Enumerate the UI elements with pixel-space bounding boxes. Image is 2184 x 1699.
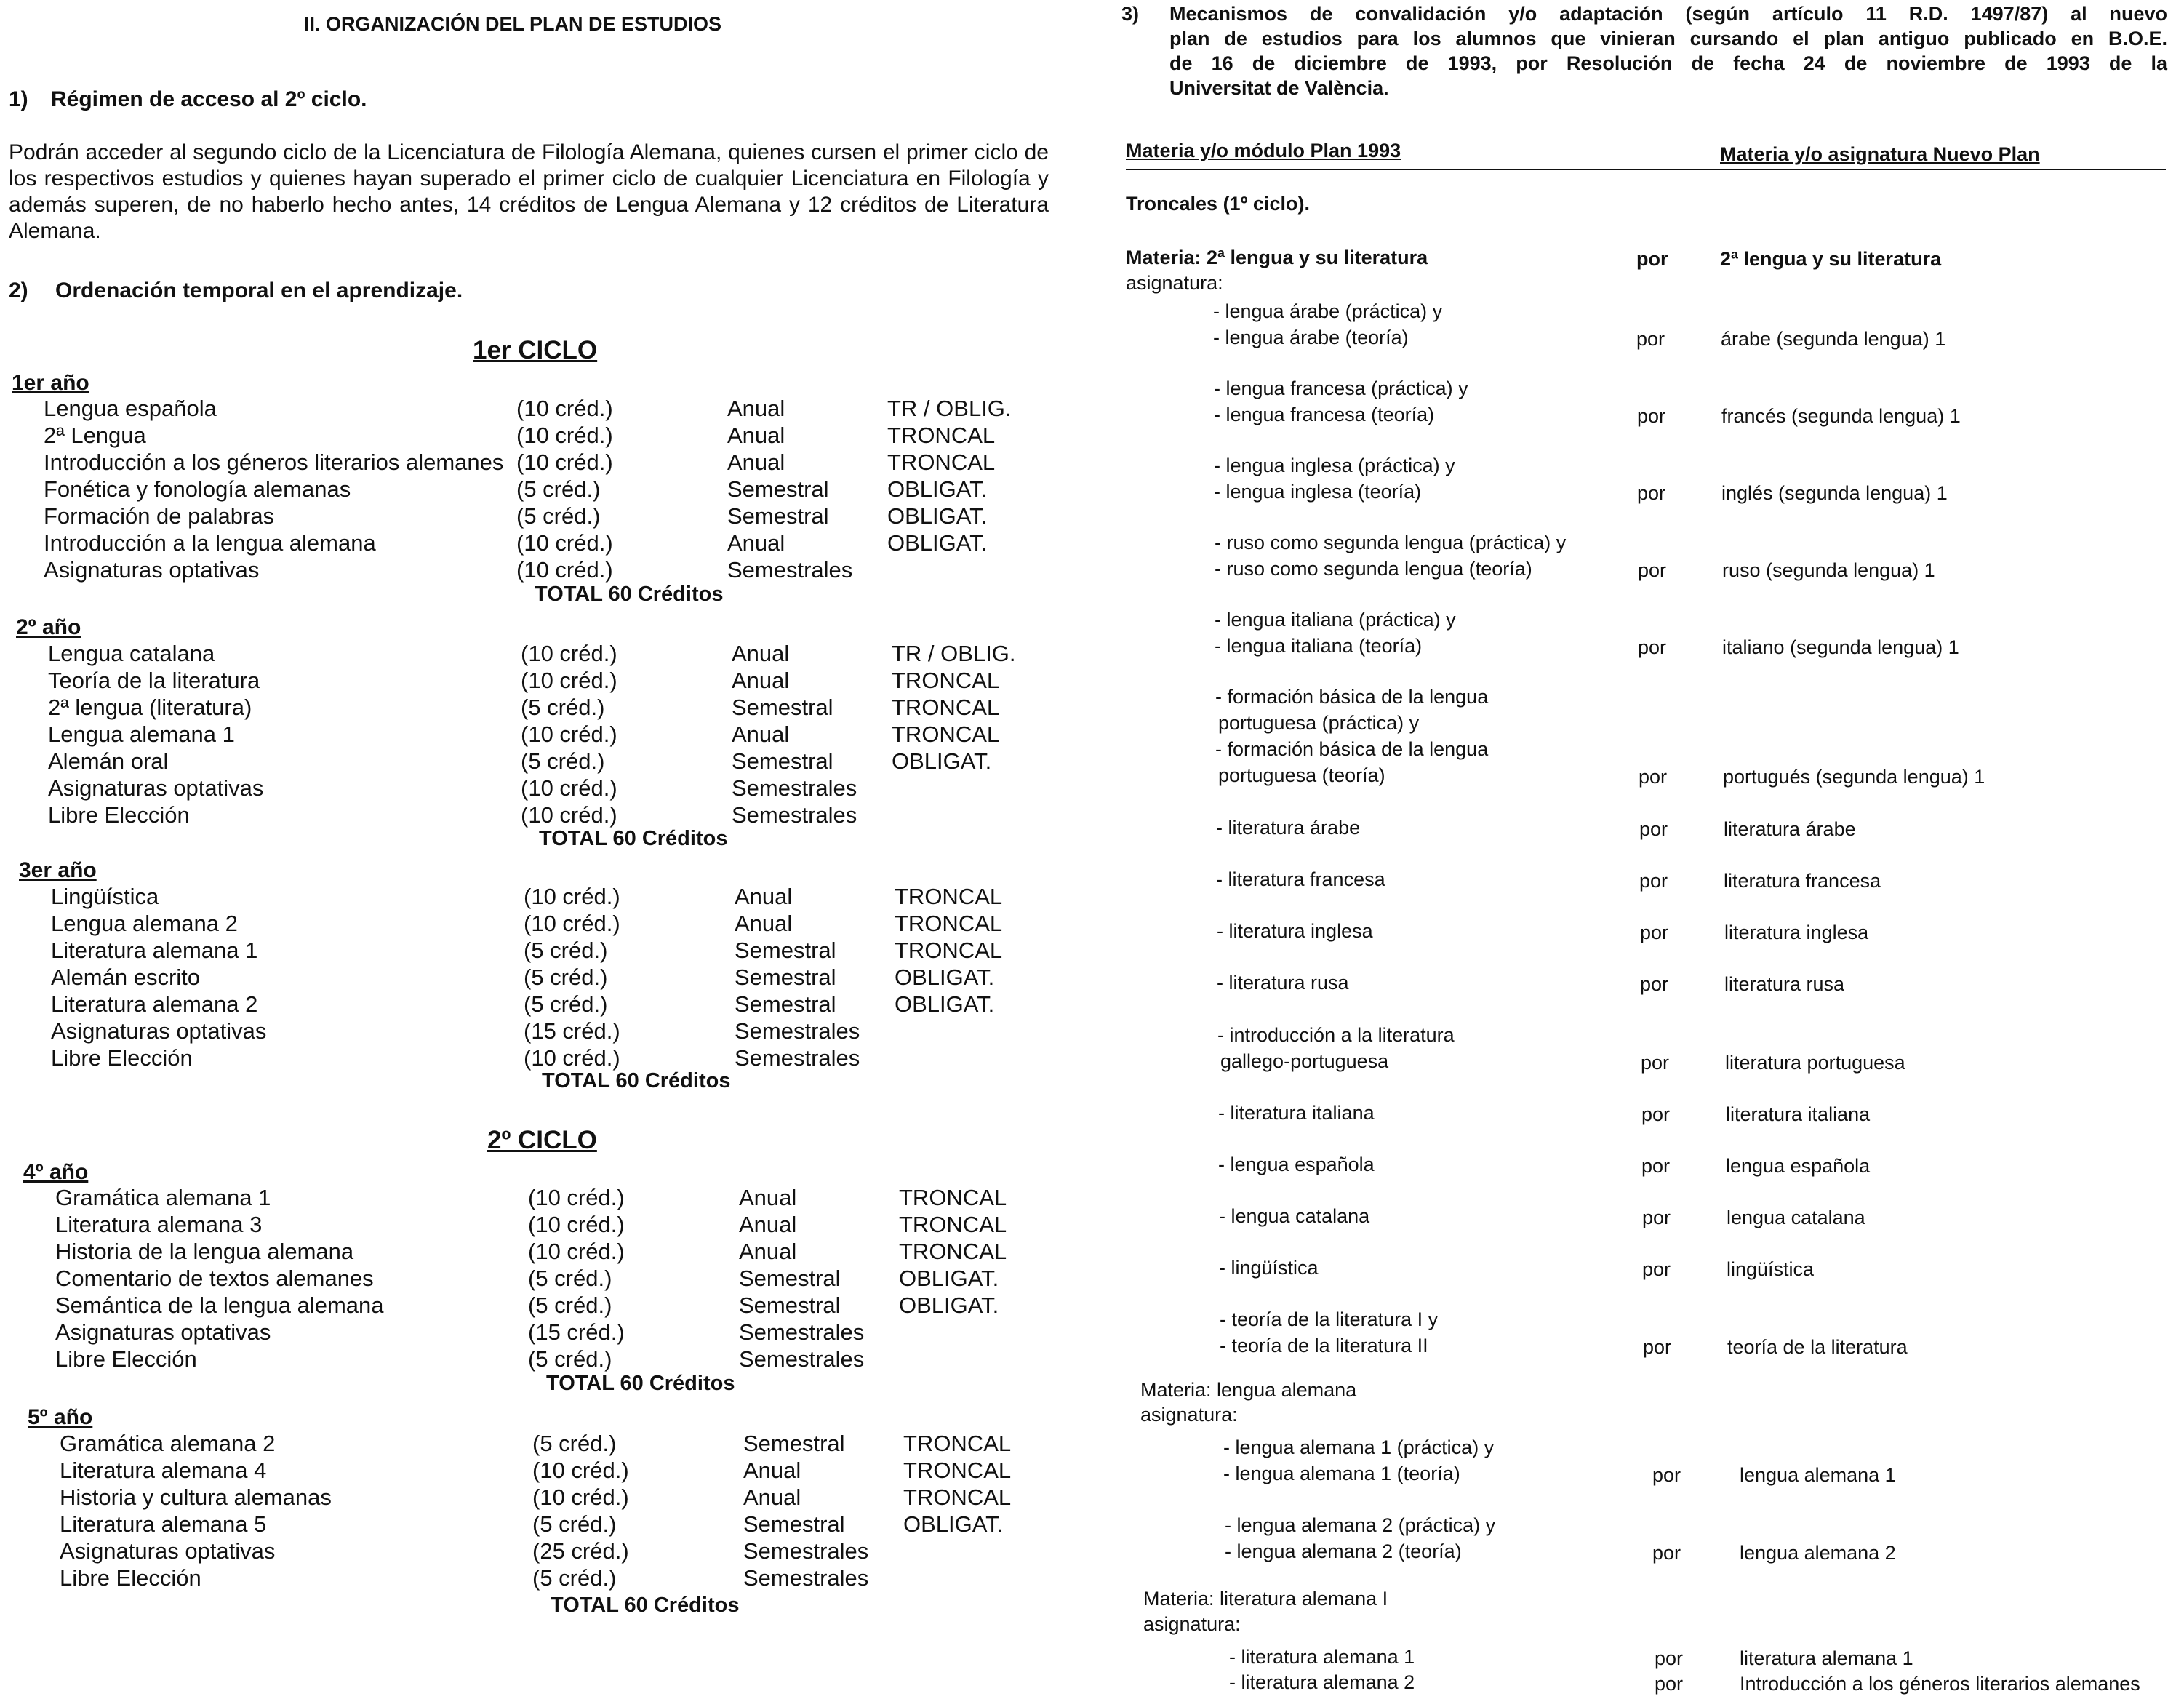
header-rule [1126,169,2166,170]
old-subject-line: - lengua inglesa (práctica) y [1214,455,1455,476]
course-name: Alemán oral [48,748,169,774]
old-subject-line: portuguesa (práctica) y [1218,712,1420,734]
section-heading: II. ORGANIZACIÓN DEL PLAN DE ESTUDIOS [304,13,722,35]
year-total: TOTAL 60 Créditos [535,583,724,606]
old-subject-line: - lengua árabe (teoría) [1213,327,1409,348]
course-cred: (10 créd.) [516,423,613,448]
course-type: Semestrales [739,1346,865,1372]
course-row [4,801,1052,828]
course-cat: TRONCAL [899,1239,1007,1264]
course-name: Introducción a los géneros literarios alemanes [44,449,504,475]
old-subject-line: - teoría de la literatura II [1220,1335,1428,1356]
course-type: Semestrales [743,1565,869,1591]
old-subject-line: - introducción a la literatura [1217,1024,1455,1046]
course-cred: (10 créd.) [521,721,617,747]
course-type: Semestral [743,1511,845,1537]
old-subject-line: - lengua francesa (teoría) [1214,404,1435,425]
course-row [12,1184,1059,1211]
course-cred: (5 créd.) [524,991,608,1017]
old-subject-line: - literatura rusa [1217,972,1349,994]
course-cred: (5 créd.) [528,1266,612,1291]
por-label: por [1641,1103,1671,1125]
course-name: Gramática alemana 2 [60,1431,276,1456]
old-subject-line: - lengua española [1218,1154,1375,1175]
course-cat: OBLIGAT. [895,991,995,1017]
course-name: Gramática alemana 1 [55,1185,271,1210]
por-label: por [1639,766,1668,788]
new-subject: árabe (segunda lengua) 1 [1721,328,1946,350]
old-subject-line: - ruso como segunda lengua (teoría) [1215,558,1532,580]
year-heading: 1er año [12,371,89,395]
course-name: Libre Elección [60,1565,201,1591]
por-label: por [1642,1258,1671,1280]
course-row [16,1457,1063,1484]
course-cred: (5 créd.) [521,748,605,774]
course-cred: (10 créd.) [516,530,613,556]
course-type: Semestral [727,503,829,529]
course-row [0,529,1047,556]
new-subject: lengua alemana 2 [1740,1542,1896,1564]
course-row [7,937,1055,964]
course-name: Literatura alemana 3 [55,1212,263,1237]
por-label: por [1640,922,1669,943]
course-name: Fonética y fonología alemanas [44,476,351,502]
old-subject-line: - lengua alemana 1 (teoría) [1223,1463,1460,1484]
course-name: Lengua alemana 2 [51,911,238,936]
course-type: Anual [727,449,785,475]
course-row [16,1430,1063,1457]
por-label: por [1655,1673,1684,1695]
course-name: Lingüística [51,884,159,909]
course-type: Semestrales [735,1045,860,1071]
new-subject: inglés (segunda lengua) 1 [1721,482,1948,504]
course-cred: (10 créd.) [521,668,617,693]
new-subject: francés (segunda lengua) 1 [1721,405,1961,427]
course-cred: (5 créd.) [516,476,601,502]
access-paragraph: Podrán acceder al segundo ciclo de la Licenciatura de Filología Alemana, quienes cursen el primer ciclo de los respectivos estudios y quienes hayan superado el primer ciclo de cualquier Licenciatura en Filología y además superen, de no haberlo hecho antes, 14 créditos de Lengua Alemana y 12 créditos de Literatura Alemana. [9,140,1049,243]
course-cred: (15 créd.) [528,1319,625,1345]
course-row [0,503,1047,529]
por-label: por [1643,1336,1672,1358]
year-total: TOTAL 60 Créditos [551,1594,740,1617]
course-name: Literatura alemana 4 [60,1458,267,1483]
course-cat: TRONCAL [899,1212,1007,1237]
old-subject-line: - teoría de la literatura I y [1220,1308,1439,1330]
course-type: Anual [727,396,785,421]
course-row [0,395,1047,422]
course-name: Comentario de textos alemanes [55,1266,374,1291]
year-total: TOTAL 60 Créditos [542,1069,731,1092]
new-subject: ruso (segunda lengua) 1 [1722,559,1935,581]
course-type: Anual [735,911,793,936]
course-cred: (5 créd.) [524,964,608,990]
course-cred: (5 créd.) [528,1292,612,1318]
course-name: Lengua alemana 1 [48,721,235,747]
course-row [0,556,1047,583]
course-type: Anual [739,1185,797,1210]
course-cat: TRONCAL [895,884,1003,909]
old-subject-line: - literatura alemana 2 [1229,1671,1415,1693]
por-label: por [1637,482,1666,504]
old-subject-line: - lengua francesa (práctica) y [1214,377,1468,399]
old-subject-line: - lengua italiana (teoría) [1215,635,1423,657]
old-subject-line: - formación básica de la lengua [1215,686,1489,708]
year-heading: 3er año [19,858,97,882]
course-cred: (15 créd.) [524,1018,620,1044]
course-cred: (10 créd.) [521,802,617,828]
course-cred: (10 créd.) [528,1185,625,1210]
new-subject: lengua alemana 1 [1740,1464,1896,1486]
por-label: por [1639,818,1668,840]
year-heading: 2º año [16,615,81,639]
por-label: por [1640,973,1669,995]
por-label: por [1652,1542,1681,1564]
old-subject-line: - literatura árabe [1216,817,1361,839]
new-subject: teoría de la literatura [1727,1336,1908,1358]
course-name: Libre Elección [51,1045,193,1071]
course-name: Libre Elección [55,1346,197,1372]
course-type: Semestral [735,938,836,963]
course-name: Asignaturas optativas [44,557,260,583]
course-row [12,1292,1059,1319]
course-row [0,476,1047,503]
new-subject: literatura portuguesa [1725,1052,1905,1074]
course-cred: (10 créd.) [516,557,613,583]
por-label: por [1641,1052,1670,1074]
course-row [4,748,1052,775]
course-row [16,1511,1063,1538]
course-type: Semestral [732,748,833,774]
new-subject: italiano (segunda lengua) 1 [1722,636,1959,658]
materia-1-por: por [1636,248,1668,270]
course-name: Formación de palabras [44,503,275,529]
course-type: Semestral [739,1292,841,1318]
course-type: Semestral [743,1431,845,1456]
course-type: Anual [743,1484,801,1510]
year-total: TOTAL 60 Créditos [546,1372,735,1395]
new-subject: literatura inglesa [1724,922,1869,943]
course-cat: OBLIGAT. [892,748,992,774]
asignatura-label-2: asignatura: [1140,1404,1238,1426]
column-header-old-plan: Materia y/o módulo Plan 1993 [1126,140,1401,161]
por-label: por [1639,870,1668,892]
course-cat: OBLIGAT. [899,1292,999,1318]
course-type: Anual [739,1239,797,1264]
por-label: por [1636,328,1665,350]
new-subject: literatura alemana 1 [1740,1647,1913,1669]
course-name: Introducción a la lengua alemana [44,530,376,556]
course-cat: TRONCAL [903,1484,1012,1510]
course-cat: OBLIGAT. [899,1266,999,1291]
section-3-number: 3) [1121,3,1140,25]
new-subject: Introducción a los géneros literarios alemanes [1740,1673,2140,1695]
por-label: por [1642,1207,1671,1228]
course-row [7,1018,1055,1044]
section-3-line: Universitat de València. [1169,77,1389,99]
course-type: Semestrales [732,775,857,801]
course-name: Alemán escrito [51,964,201,990]
old-subject-line: - lengua alemana 2 (teoría) [1225,1540,1462,1562]
old-subject-line: - lengua alemana 1 (práctica) y [1223,1436,1495,1458]
asignatura-label: asignatura: [1126,272,1223,294]
course-type: Semestrales [743,1538,869,1564]
course-row [7,910,1055,937]
course-name: Historia de la lengua alemana [55,1239,354,1264]
old-subject-line: gallego-portuguesa [1220,1050,1389,1072]
course-row [7,991,1055,1018]
old-subject-line: - lengua árabe (práctica) y [1213,300,1443,322]
course-cred: (10 créd.) [516,449,613,475]
course-row [16,1484,1063,1511]
section-1-title: Régimen de acceso al 2º ciclo. [51,87,367,111]
old-subject-line: - literatura alemana 1 [1229,1646,1415,1668]
old-subject-line: - lengua alemana 2 (práctica) y [1225,1514,1496,1536]
section-1-number: 1) [9,87,28,111]
course-cred: (5 créd.) [532,1511,617,1537]
asignatura-label-3: asignatura: [1143,1613,1241,1635]
course-cred: (10 créd.) [516,396,613,421]
course-cat: TRONCAL [892,721,1000,747]
course-cred: (25 créd.) [532,1538,629,1564]
materia-3-label: Materia: literatura alemana I [1143,1588,1388,1610]
course-cred: (10 créd.) [532,1458,629,1483]
course-type: Anual [735,884,793,909]
new-subject: portugués (segunda lengua) 1 [1723,766,1985,788]
new-subject: lengua española [1726,1155,1871,1177]
course-cred: (5 créd.) [532,1431,617,1456]
course-cat: TRONCAL [892,695,1000,720]
course-cred: (10 créd.) [528,1212,625,1237]
new-subject: literatura rusa [1724,973,1845,995]
course-cat: OBLIGAT. [887,503,988,529]
course-row [12,1319,1059,1346]
course-cat: TRONCAL [903,1431,1012,1456]
course-name: 2ª lengua (literatura) [48,695,252,720]
ciclo-2-heading: 2º CICLO [487,1126,597,1154]
old-subject-line: - literatura inglesa [1217,920,1373,942]
new-subject: lengua catalana [1727,1207,1865,1228]
course-name: Historia y cultura alemanas [60,1484,332,1510]
materia-2-label: Materia: lengua alemana [1140,1379,1357,1401]
course-name: 2ª Lengua [44,423,146,448]
course-type: Semestral [735,964,836,990]
course-type: Semestrales [732,802,857,828]
por-label: por [1637,405,1666,427]
course-row [7,1044,1055,1071]
course-row [0,422,1047,449]
course-cred: (5 créd.) [532,1565,617,1591]
section-3-line: de 16 de diciembre de 1993, por Resolución de fecha 24 de noviembre de 1993 de la [1169,52,2167,74]
section-3-line: Mecanismos de convalidación y/o adaptación (según artículo 11 R.D. 1497/87) al nuevo [1169,3,2167,25]
course-row [4,640,1052,667]
new-subject: literatura francesa [1724,870,1881,892]
por-label: por [1638,559,1667,581]
course-row [16,1564,1063,1591]
course-name: Asignaturas optativas [51,1018,267,1044]
course-row [12,1346,1059,1372]
course-type: Semestral [727,476,829,502]
course-cred: (10 créd.) [524,911,620,936]
course-row [7,964,1055,991]
year-heading: 4º año [23,1160,89,1184]
troncales-label: Troncales (1º ciclo). [1126,193,1310,215]
old-subject-line: - literatura italiana [1218,1102,1375,1124]
course-type: Semestrales [735,1018,860,1044]
course-name: Lengua española [44,396,217,421]
course-cred: (5 créd.) [524,938,608,963]
new-subject: literatura italiana [1726,1103,1871,1125]
course-cred: (10 créd.) [524,1045,620,1071]
course-type: Semestral [732,695,833,720]
course-name: Asignaturas optativas [48,775,264,801]
course-cred: (10 créd.) [524,884,620,909]
por-label: por [1638,636,1667,658]
course-row [4,667,1052,694]
course-name: Literatura alemana 2 [51,991,258,1017]
ciclo-1-heading: 1er CICLO [473,336,598,364]
course-row [12,1211,1059,1238]
course-cat: TR / OBLIG. [887,396,1012,421]
course-cred: (5 créd.) [521,695,605,720]
old-subject-line: - lengua inglesa (teoría) [1214,481,1422,503]
course-cred: (10 créd.) [521,641,617,666]
por-label: por [1655,1647,1684,1669]
column-header-new-plan: Materia y/o asignatura Nuevo Plan [1720,143,2040,165]
course-type: Semestral [735,991,836,1017]
materia-1-new: 2ª lengua y su literatura [1720,248,1942,270]
old-subject-line: - lingüística [1219,1257,1319,1279]
course-type: Anual [727,530,785,556]
course-cred: (10 créd.) [532,1484,629,1510]
course-name: Literatura alemana 1 [51,938,258,963]
course-row [7,883,1055,910]
course-cred: (10 créd.) [528,1239,625,1264]
course-type: Semestral [739,1266,841,1291]
course-type: Anual [732,721,790,747]
course-cat: TRONCAL [895,938,1003,963]
course-name: Libre Elección [48,802,190,828]
new-subject: lingüística [1727,1258,1815,1280]
course-row [12,1238,1059,1265]
course-cred: (10 créd.) [521,775,617,801]
course-name: Lengua catalana [48,641,215,666]
materia-1-label: Materia: 2ª lengua y su literatura [1126,247,1428,268]
course-type: Anual [732,641,790,666]
course-name: Teoría de la literatura [48,668,260,693]
course-cred: (5 créd.) [516,503,601,529]
course-name: Asignaturas optativas [60,1538,276,1564]
course-type: Semestrales [739,1319,865,1345]
year-total: TOTAL 60 Créditos [539,827,728,850]
course-cat: TRONCAL [887,423,996,448]
course-cat: TRONCAL [903,1458,1012,1483]
por-label: por [1641,1155,1671,1177]
course-row [4,721,1052,748]
course-row [0,449,1047,476]
course-type: Anual [743,1458,801,1483]
course-type: Anual [739,1212,797,1237]
course-type: Anual [732,668,790,693]
por-label: por [1652,1464,1681,1486]
course-cat: TR / OBLIG. [892,641,1016,666]
old-subject-line: - lengua catalana [1219,1205,1370,1227]
course-row [16,1538,1063,1564]
course-name: Asignaturas optativas [55,1319,271,1345]
course-row [4,694,1052,721]
year-heading: 5º año [28,1405,93,1429]
old-subject-line: portuguesa (teoría) [1218,764,1385,786]
course-cred: (5 créd.) [528,1346,612,1372]
course-row [12,1265,1059,1292]
course-name: Literatura alemana 5 [60,1511,267,1537]
course-cat: OBLIGAT. [887,476,988,502]
course-cat: OBLIGAT. [887,530,988,556]
course-cat: TRONCAL [887,449,996,475]
course-cat: TRONCAL [895,911,1003,936]
course-type: Semestrales [727,557,853,583]
course-row [4,775,1052,801]
course-cat: TRONCAL [899,1185,1007,1210]
course-type: Anual [727,423,785,448]
section-3-line: plan de estudios para los alumnos que vinieran cursando el plan antiguo publicado en B.O.E. [1169,28,2167,49]
course-cat: TRONCAL [892,668,1000,693]
new-subject: literatura árabe [1724,818,1856,840]
course-name: Semántica de la lengua alemana [55,1292,384,1318]
course-cat: OBLIGAT. [903,1511,1004,1537]
old-subject-line: - ruso como segunda lengua (práctica) y [1215,532,1567,553]
old-subject-line: - formación básica de la lengua [1215,738,1489,760]
old-subject-line: - literatura francesa [1216,868,1385,890]
course-cat: OBLIGAT. [895,964,995,990]
old-subject-line: - lengua italiana (práctica) y [1215,609,1456,631]
section-2-number: 2) [9,279,28,303]
section-2-title: Ordenación temporal en el aprendizaje. [55,279,463,303]
